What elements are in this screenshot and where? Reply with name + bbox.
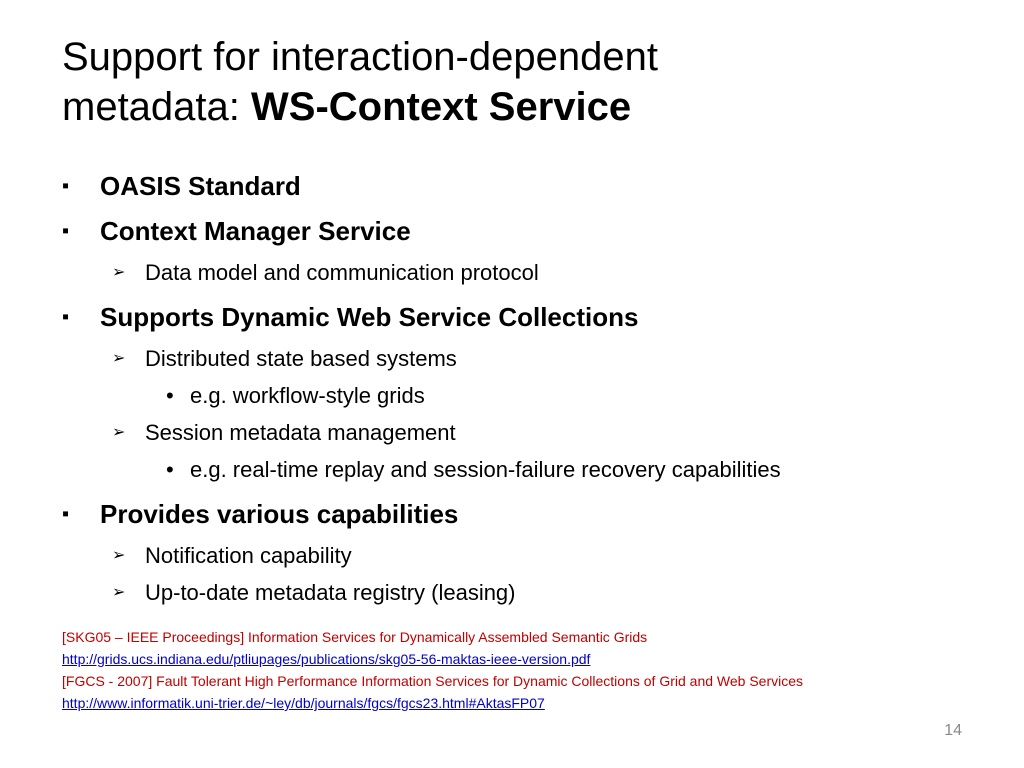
list-item (62, 340, 1002, 377)
list-item-text: Data model and communication protocol (145, 260, 539, 285)
list-item-text: OASIS Standard (100, 171, 301, 201)
arrow-bullet-icon: ➢ (112, 264, 126, 281)
title-bold: WS-Context Service (251, 85, 632, 129)
list-item (62, 574, 1002, 611)
list-item (62, 451, 1002, 488)
list-item-text: Supports Dynamic Web Service Collections (100, 302, 639, 332)
list-item (62, 254, 1002, 291)
list-item (62, 377, 1002, 414)
dot-bullet-icon: • (166, 457, 174, 482)
title-prefix: metadata: (62, 85, 252, 129)
list-item (62, 537, 1002, 574)
title-line-1: Support for interaction-dependent (62, 35, 658, 79)
square-bullet-icon: ▪ (62, 503, 70, 525)
list-item-text: Provides various capabilities (100, 499, 459, 529)
list-item (62, 295, 1002, 340)
list-item-text: e.g. real-time replay and session-failure recovery capabilities (190, 457, 781, 482)
arrow-bullet-icon: ➢ (112, 547, 126, 564)
references (62, 626, 1012, 714)
dot-bullet-icon: • (166, 383, 174, 408)
reference-citation: [FGCS - 2007] Fault Tolerant High Performance Information Services for Dynamic Collections of Grid and Web Services (62, 673, 804, 689)
list-item (62, 164, 1002, 209)
list-item-text: Distributed state based systems (145, 346, 457, 371)
list-item-text: Session metadata management (145, 420, 456, 445)
reference-citation: [SKG05 – IEEE Proceedings] Information Services for Dynamically Assembled Semantic Grids (62, 629, 648, 645)
list-item (62, 492, 1002, 537)
slide-title (62, 32, 1002, 132)
reference-link[interactable]: http://www.informatik.uni-trier.de/~ley/db/journals/fgcs/fgcs23.html#AktasFP07 (62, 695, 545, 711)
title-line-2 (62, 82, 1002, 132)
arrow-bullet-icon: ➢ (112, 584, 126, 601)
bullet-list (62, 164, 1002, 611)
list-item-text: Up-to-date metadata registry (leasing) (145, 580, 516, 605)
list-item-text: Notification capability (145, 543, 352, 568)
list-item (62, 414, 1002, 451)
reference-link[interactable]: http://grids.ucs.indiana.edu/ptliupages/publications/skg05-56-maktas-ieee-version.pdf (62, 651, 591, 667)
arrow-bullet-icon: ➢ (112, 424, 126, 441)
arrow-bullet-icon: ➢ (112, 350, 126, 367)
square-bullet-icon: ▪ (62, 175, 70, 197)
list-item-text: Context Manager Service (100, 216, 411, 246)
square-bullet-icon: ▪ (62, 220, 70, 242)
square-bullet-icon: ▪ (62, 306, 70, 328)
list-item (62, 209, 1002, 254)
list-item-text: e.g. workflow-style grids (190, 383, 425, 408)
page-number: 14 (944, 722, 962, 739)
